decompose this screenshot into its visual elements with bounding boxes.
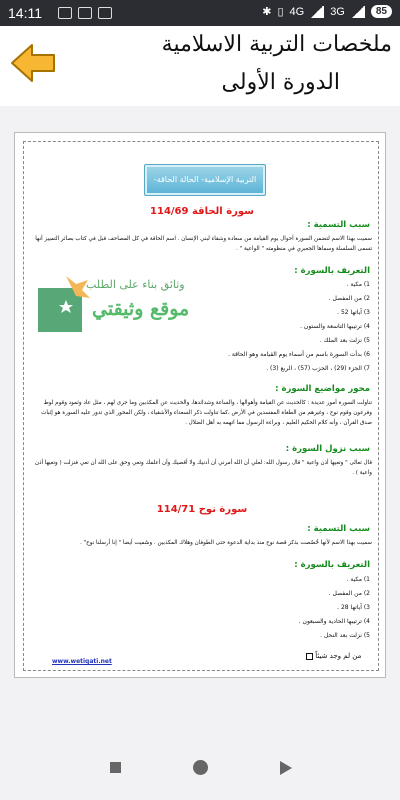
mosque-logo-icon [36, 274, 92, 338]
list-item: 5) نزلت بعد الملك . [319, 337, 370, 344]
watermark-text: وثائق بناء على الطلب [86, 278, 185, 291]
list-item: 4) ترتيبها التاسعة والستون . [300, 323, 370, 330]
naming-heading: سبب التسمية : [307, 524, 370, 534]
bluetooth-icon: ✱ [262, 6, 272, 18]
website-link[interactable]: www.wetiqati.net [52, 658, 112, 665]
themes-text: تناولت السورة أمور عديدة : كالحديث عن القيامة وأهوالها ، والساعة وشدائدها، والحديث عن المكذبين وما جرى لهم ، مثل عاد وثمود وقوم لوط وفرعون وقوم نوح ، وغيرهم من الطغاة المفسدين في الأرض ،كما تناولت ذكر السعداء والأشقياء ، ولكن المحور الذي تدور عليه السورة هو إثبات صدق القرآن ، وأنه كلام الحكيم العليم ، وبراءة الرسول مما اتهمه به أهل الضلال . [41, 400, 372, 426]
battery-indicator: 85 [371, 5, 392, 18]
navigation-bar [0, 730, 400, 800]
list-item: 4) ترتيبها الحادية والسبعون . [298, 618, 370, 625]
list-item: 2) من المفصل . [328, 295, 370, 302]
mail-icon [78, 7, 92, 19]
back-arrow-icon [10, 42, 58, 84]
list-item: 1) مكية . [346, 281, 370, 288]
list-item: 1) مكية . [346, 576, 370, 583]
list-item: 7) الجزء (29) ، الحزب (57) ، الربع (3) . [266, 365, 370, 372]
network2-label: 3G [330, 5, 345, 18]
naming-text: سميت بهذا الاسم لأنها خُصّصت بذكر قصة نوح منذ بداية الدعوة حتى الطوفان وهلاك المكذبين . وسُميت أيضا " إنا أرسلنا نوح" . [80, 540, 372, 546]
list-item: 2) من المفصل . [328, 590, 370, 597]
recent-apps-button[interactable] [110, 762, 121, 773]
app-subtitle: الدورة الأولى [221, 70, 340, 95]
vibrate-icon: ▯ [277, 6, 284, 18]
document-page [14, 132, 386, 678]
app-title: ملخصات التربية الاسلامية [161, 32, 392, 57]
naming-heading: سبب التسمية : [307, 220, 370, 230]
list-item: 3) آياتها 28 . [337, 604, 370, 611]
home-button[interactable] [193, 760, 208, 775]
network-label: 4G [289, 5, 305, 18]
notification-icons [58, 7, 112, 19]
surah-title: سورة الحاقة 114/69 [150, 206, 254, 217]
footer-signature-text: من لم وجد شيئاً [315, 652, 362, 660]
footer-signature [306, 652, 361, 660]
gallery-icon [58, 7, 72, 19]
document-viewer[interactable] [0, 106, 400, 730]
intro-heading: التعريف بالسورة : [294, 266, 370, 276]
status-right [262, 5, 392, 18]
naming-text: سميت بهذا الاسم لتضمن السورة أحوال يوم القيامة من سعادة وشقاء لبني الإنسان . اسم الحاقة في كل المصاحف قبل في كتاب بصائر التمييز أنها تسمى السلسلة وسماها الجعبري في منظومته " الواعية " . [35, 236, 372, 252]
back-button[interactable] [10, 42, 58, 84]
list-item: 6) بدأت السورة باسم من أسماء يوم القيامة وهو الحاقة . [228, 351, 370, 358]
intro-heading: التعريف بالسورة : [294, 560, 370, 570]
revelation-heading: سبب نزول السورة : [285, 444, 370, 454]
nav-back-button[interactable] [280, 761, 292, 775]
watermark-logo [36, 274, 216, 348]
page-frame [23, 141, 379, 671]
revelation-text: قال تعالى " وتعيها أذن واعية " قال رسول الله: لعلي أن الله أمرني أن أدنيك ولا أقصيك وأن أعلمك وتعي وحق على الله أن تعي فنزلت ( وتعيها أذن واعية ) . [34, 460, 372, 476]
surah-title: سورة نوح 114/71 [156, 504, 248, 515]
status-time: 14:11 [8, 5, 42, 21]
signal2-icon [351, 6, 365, 18]
signal-icon [310, 6, 324, 18]
list-item: 5) نزلت بعد النحل . [320, 632, 370, 639]
themes-heading: محور مواضيع السورة : [275, 384, 370, 394]
title-banner: التربية الإسلامية- الحالة الحاقة- [144, 164, 266, 196]
app-header [0, 26, 400, 106]
message-icon [98, 7, 112, 19]
watermark-site: موقع وثيقتي [92, 298, 190, 320]
list-item: 3) آياتها 52 . [337, 309, 370, 316]
status-bar [0, 0, 400, 26]
checkbox-icon [306, 653, 313, 660]
